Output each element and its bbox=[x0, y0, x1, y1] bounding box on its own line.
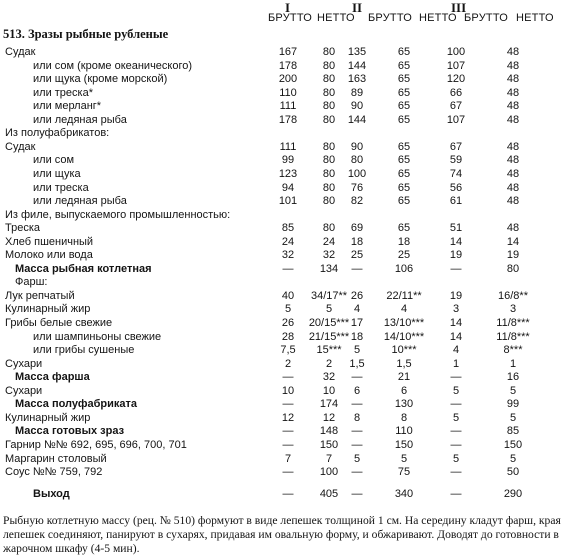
row-value: 5 bbox=[400, 452, 408, 465]
table-row bbox=[0, 384, 567, 398]
row-label: или треска bbox=[33, 181, 89, 194]
row-value: 26 bbox=[350, 289, 364, 302]
row-value: 16 bbox=[506, 371, 520, 384]
row-value: 5 bbox=[353, 344, 361, 357]
row-value: 48 bbox=[506, 140, 520, 153]
row-label: Кулинарный жир bbox=[5, 411, 91, 424]
row-value: 1,5 bbox=[396, 357, 412, 370]
row-value: — bbox=[282, 487, 294, 500]
row-value: 100 bbox=[446, 46, 466, 58]
row-value: — bbox=[282, 398, 294, 411]
table-row bbox=[0, 167, 567, 181]
row-value: 65 bbox=[397, 154, 411, 167]
row-value: 74 bbox=[449, 167, 463, 180]
row-value: — bbox=[450, 398, 462, 411]
table-row bbox=[0, 208, 567, 222]
table-row bbox=[0, 487, 567, 501]
row-value: 65 bbox=[397, 222, 411, 235]
row-value: 15*** bbox=[316, 344, 342, 357]
row-value: 90 bbox=[350, 140, 364, 153]
row-value: 48 bbox=[506, 113, 520, 126]
row-value: 148 bbox=[319, 425, 339, 438]
row-value: 14 bbox=[506, 235, 520, 248]
table-row bbox=[0, 181, 567, 195]
row-value: 32 bbox=[322, 249, 336, 262]
row-value: — bbox=[450, 425, 462, 438]
row-value: 25 bbox=[350, 249, 364, 262]
row-value: — bbox=[282, 371, 294, 384]
row-value: — bbox=[450, 438, 462, 451]
row-value: 5 bbox=[452, 411, 460, 424]
row-value: 59 bbox=[449, 154, 463, 167]
row-label: Из филе, выпускаемого промышленностью: bbox=[5, 208, 231, 221]
row-value: 80 bbox=[322, 154, 336, 167]
row-value: 111 bbox=[279, 140, 297, 153]
row-value: 111 bbox=[279, 100, 297, 113]
row-value: 1,5 bbox=[349, 357, 365, 370]
row-value: 2 bbox=[284, 357, 292, 370]
row-value: 14/10*** bbox=[383, 330, 425, 343]
row-value: — bbox=[351, 487, 363, 500]
table-row bbox=[0, 424, 567, 438]
row-value: 5 bbox=[284, 303, 292, 316]
row-value: 7 bbox=[284, 452, 292, 465]
row-value: 18 bbox=[397, 235, 411, 248]
row-value: 32 bbox=[281, 249, 295, 262]
row-label: Масса полуфабриката bbox=[15, 398, 138, 411]
row-label: Молоко или вода bbox=[5, 249, 93, 262]
row-value: 65 bbox=[397, 73, 411, 86]
row-value: 50 bbox=[506, 466, 520, 479]
row-label: или шампиньоны свежие bbox=[33, 330, 162, 343]
row-value: 8*** bbox=[503, 344, 523, 357]
row-value: 80 bbox=[322, 100, 336, 113]
table-row bbox=[0, 248, 567, 262]
row-label: или ледяная рыба bbox=[33, 195, 127, 208]
row-value: 10*** bbox=[391, 344, 417, 357]
row-value: 80 bbox=[322, 73, 336, 86]
table-row bbox=[0, 330, 567, 344]
row-value: 5 bbox=[509, 411, 517, 424]
recipe-title: 513. Зразы рыбные рубленые bbox=[3, 27, 169, 41]
row-value: 32 bbox=[322, 371, 336, 384]
row-value: 10 bbox=[322, 384, 336, 397]
row-value: 106 bbox=[394, 262, 414, 275]
row-value: 67 bbox=[449, 140, 463, 153]
row-value: 48 bbox=[506, 86, 520, 99]
row-value: 80 bbox=[322, 113, 336, 126]
row-value: 14 bbox=[449, 317, 463, 329]
row-value: 3 bbox=[509, 303, 517, 316]
column-header-roman-2: II bbox=[352, 0, 363, 15]
row-value: 6 bbox=[400, 384, 408, 397]
row-value: 65 bbox=[397, 195, 411, 208]
row-value: 123 bbox=[278, 167, 298, 180]
row-label: Масса фарша bbox=[15, 371, 90, 384]
row-value: — bbox=[351, 425, 363, 438]
row-value: 135 bbox=[347, 46, 367, 58]
row-value: 4 bbox=[400, 303, 408, 316]
preparation-paragraph: Рыбную котлетную массу (рец. № 510) формуют в виде лепешек толщиной 1 см. На середину кладут фарш, края лепешек соединяют, панируют в сухарях, придавая им овальную форму, и обжаривают. Доводят до готовности в жарочном шкафу (4-5 мин). bbox=[3, 514, 561, 555]
row-value: 5 bbox=[452, 452, 460, 465]
row-value: 21/15*** bbox=[308, 330, 350, 343]
table-row bbox=[0, 45, 567, 59]
row-value: 8 bbox=[353, 411, 361, 424]
table-row bbox=[0, 289, 567, 303]
row-value: 34/17** bbox=[310, 289, 348, 302]
table-row bbox=[0, 316, 567, 330]
row-value: 5 bbox=[353, 452, 361, 465]
row-value: 80 bbox=[322, 195, 336, 208]
row-value: 48 bbox=[506, 167, 520, 180]
row-value: 75 bbox=[397, 466, 411, 479]
row-value: 65 bbox=[397, 140, 411, 153]
row-value: 5 bbox=[452, 384, 460, 397]
row-value: 340 bbox=[394, 487, 414, 500]
row-value: 5 bbox=[509, 452, 517, 465]
table-row bbox=[0, 452, 567, 466]
table-row bbox=[0, 113, 567, 127]
row-value: 4 bbox=[452, 344, 460, 357]
table-row bbox=[0, 126, 567, 140]
table-row bbox=[0, 99, 567, 113]
row-value: 120 bbox=[446, 73, 466, 86]
row-label: Судак bbox=[5, 46, 36, 58]
row-value: — bbox=[450, 466, 462, 479]
row-label: Гарнир №№ 692, 695, 696, 700, 701 bbox=[5, 438, 187, 451]
row-label: или щука bbox=[33, 167, 81, 180]
table-row bbox=[0, 86, 567, 100]
row-value: 3 bbox=[452, 303, 460, 316]
row-value: 8 bbox=[400, 411, 408, 424]
row-value: — bbox=[351, 466, 363, 479]
row-value: 21 bbox=[397, 371, 411, 384]
row-value: 178 bbox=[278, 59, 298, 72]
row-value: 69 bbox=[350, 222, 364, 235]
table-row bbox=[0, 397, 567, 411]
row-value: 144 bbox=[347, 59, 367, 72]
row-value: 56 bbox=[449, 181, 463, 194]
row-value: 167 bbox=[278, 46, 298, 58]
row-value: 19 bbox=[449, 289, 463, 302]
column-header-roman-3: III bbox=[451, 0, 467, 15]
row-value: 107 bbox=[446, 113, 466, 126]
row-label: Сухари bbox=[5, 384, 43, 397]
row-value: 76 bbox=[350, 181, 364, 194]
row-value: 110 bbox=[279, 86, 297, 99]
row-value: 1 bbox=[452, 357, 460, 370]
row-value: 130 bbox=[394, 398, 414, 411]
row-value: 90 bbox=[350, 100, 364, 113]
row-value: 48 bbox=[506, 73, 520, 86]
row-value: 10 bbox=[281, 384, 295, 397]
row-label: Хлеб пшеничный bbox=[5, 235, 94, 248]
row-value: 100 bbox=[347, 167, 367, 180]
row-label: или треска* bbox=[33, 86, 93, 99]
row-value: 150 bbox=[319, 438, 339, 451]
row-label: Судак bbox=[5, 140, 36, 153]
row-value: — bbox=[282, 438, 294, 451]
row-value: 80 bbox=[322, 222, 336, 235]
row-label: или грибы сушеные bbox=[33, 344, 135, 357]
row-value: 65 bbox=[397, 100, 411, 113]
row-value: 12 bbox=[322, 411, 336, 424]
row-value: 290 bbox=[503, 487, 523, 500]
table-row bbox=[0, 153, 567, 167]
row-label: Грибы белые свежие bbox=[5, 317, 113, 329]
row-value: 7 bbox=[325, 452, 333, 465]
row-value: 48 bbox=[506, 154, 520, 167]
table-row bbox=[0, 235, 567, 249]
row-value: 12 bbox=[281, 411, 295, 424]
table-row bbox=[0, 465, 567, 479]
column-header-netto-1: НЕТТО bbox=[317, 12, 355, 24]
row-value: 2 bbox=[325, 357, 333, 370]
row-label: или мерланг* bbox=[33, 100, 102, 113]
row-value: 80 bbox=[506, 262, 520, 275]
row-value: 150 bbox=[394, 438, 414, 451]
row-value: 67 bbox=[449, 100, 463, 113]
row-value: 19 bbox=[449, 249, 463, 262]
row-value: 65 bbox=[397, 181, 411, 194]
row-value: 107 bbox=[446, 59, 466, 72]
row-value: 61 bbox=[449, 195, 463, 208]
row-value: 163 bbox=[347, 73, 367, 86]
row-value: 14 bbox=[449, 235, 463, 248]
row-value: 110 bbox=[395, 425, 413, 438]
row-value: 11/8*** bbox=[496, 330, 530, 343]
row-value: 65 bbox=[397, 167, 411, 180]
row-value: 18 bbox=[350, 235, 364, 248]
row-value: 85 bbox=[281, 222, 295, 235]
row-value: 99 bbox=[281, 154, 295, 167]
row-label: Кулинарный жир bbox=[5, 303, 91, 316]
row-value: 48 bbox=[506, 195, 520, 208]
row-value: 48 bbox=[506, 181, 520, 194]
table-row bbox=[0, 357, 567, 371]
row-value: — bbox=[351, 371, 363, 384]
row-label: Треска bbox=[5, 222, 41, 235]
row-value: 24 bbox=[281, 235, 295, 248]
table-row bbox=[0, 194, 567, 208]
row-value: 17 bbox=[350, 317, 364, 329]
row-value: 144 bbox=[347, 113, 367, 126]
row-label: Из полуфабрикатов: bbox=[5, 127, 110, 140]
row-value: 51 bbox=[449, 222, 463, 235]
row-value: 11/8*** bbox=[496, 317, 530, 329]
row-value: 80 bbox=[322, 167, 336, 180]
table-row bbox=[0, 72, 567, 86]
row-value: 65 bbox=[397, 59, 411, 72]
row-value: — bbox=[450, 487, 462, 500]
column-header-brutto-3: БРУТТО bbox=[464, 12, 509, 24]
row-label: или ледяная рыба bbox=[33, 113, 127, 126]
row-value: 80 bbox=[322, 46, 336, 58]
table-row bbox=[0, 262, 567, 276]
column-header-brutto-2: БРУТТО bbox=[368, 12, 413, 24]
row-value: — bbox=[351, 398, 363, 411]
row-label: Сухари bbox=[5, 357, 43, 370]
row-value: 18 bbox=[350, 330, 364, 343]
row-value: — bbox=[351, 262, 363, 275]
row-label: или сом bbox=[33, 154, 75, 167]
table-row bbox=[0, 302, 567, 316]
row-value: 94 bbox=[281, 181, 295, 194]
row-value: 48 bbox=[506, 59, 520, 72]
row-value: 4 bbox=[353, 303, 361, 316]
row-label: Соус №№ 759, 792 bbox=[5, 466, 103, 479]
row-label: Фарш: bbox=[15, 276, 48, 289]
row-value: 26 bbox=[281, 317, 295, 329]
row-value: 80 bbox=[322, 86, 336, 99]
row-value: 80 bbox=[322, 181, 336, 194]
row-value: 65 bbox=[397, 46, 411, 58]
row-value: 134 bbox=[319, 262, 339, 275]
row-value: — bbox=[450, 371, 462, 384]
row-value: 16/8** bbox=[498, 289, 528, 302]
row-value: — bbox=[450, 262, 462, 275]
table-row bbox=[0, 221, 567, 235]
row-label: Маргарин столовый bbox=[5, 452, 107, 465]
table-row bbox=[0, 438, 567, 452]
row-value: — bbox=[282, 262, 294, 275]
row-value: 5 bbox=[509, 384, 517, 397]
table-row bbox=[0, 59, 567, 73]
row-label: Лук репчатый bbox=[5, 289, 75, 302]
column-header-brutto-1: БРУТТО bbox=[268, 12, 313, 24]
row-value: — bbox=[351, 438, 363, 451]
row-value: 13/10*** bbox=[383, 317, 425, 329]
row-label: или сом (кроме океанического) bbox=[33, 59, 193, 72]
table-row bbox=[0, 411, 567, 425]
table-row bbox=[0, 370, 567, 384]
row-value: 25 bbox=[397, 249, 411, 262]
column-header-netto-2: НЕТТО bbox=[419, 12, 457, 24]
row-value: 80 bbox=[350, 154, 364, 167]
row-value: 1 bbox=[509, 357, 517, 370]
row-value: 48 bbox=[506, 46, 520, 58]
row-value: 24 bbox=[322, 235, 336, 248]
row-value: 28 bbox=[281, 330, 295, 343]
row-value: 405 bbox=[319, 487, 339, 500]
row-value: 48 bbox=[506, 100, 520, 113]
table-row bbox=[0, 343, 567, 357]
row-label: Масса рыбная котлетная bbox=[15, 262, 152, 275]
row-value: 150 bbox=[503, 438, 523, 451]
row-value: 174 bbox=[319, 398, 339, 411]
row-value: 80 bbox=[322, 59, 336, 72]
row-label: или щука (кроме морской) bbox=[33, 73, 168, 86]
row-value: 89 bbox=[350, 86, 364, 99]
column-header-netto-3: НЕТТО bbox=[516, 12, 554, 24]
row-value: 7,5 bbox=[280, 344, 296, 357]
row-value: 40 bbox=[281, 289, 295, 302]
row-value: 101 bbox=[278, 195, 298, 208]
table-row bbox=[0, 140, 567, 154]
row-value: 80 bbox=[322, 140, 336, 153]
row-value: 82 bbox=[350, 195, 364, 208]
row-value: 5 bbox=[325, 303, 333, 316]
row-value: 48 bbox=[506, 222, 520, 235]
table-row bbox=[0, 275, 567, 289]
row-value: 19 bbox=[506, 249, 520, 262]
row-value: 65 bbox=[397, 113, 411, 126]
row-value: 22/11** bbox=[386, 289, 422, 302]
row-value: — bbox=[282, 466, 294, 479]
row-value: — bbox=[282, 425, 294, 438]
row-value: 14 bbox=[449, 330, 463, 343]
row-value: 99 bbox=[506, 398, 520, 411]
row-value: 85 bbox=[506, 425, 520, 438]
row-value: 65 bbox=[397, 86, 411, 99]
row-label: Масса готовых зраз bbox=[15, 425, 125, 438]
row-value: 20/15*** bbox=[308, 317, 350, 329]
row-label: Выход bbox=[33, 487, 70, 500]
row-value: 6 bbox=[353, 384, 361, 397]
row-value: 100 bbox=[319, 466, 339, 479]
column-header-roman-1: I bbox=[285, 0, 291, 15]
row-value: 200 bbox=[278, 73, 298, 86]
row-value: 178 bbox=[278, 113, 298, 126]
row-value: 66 bbox=[449, 86, 463, 99]
